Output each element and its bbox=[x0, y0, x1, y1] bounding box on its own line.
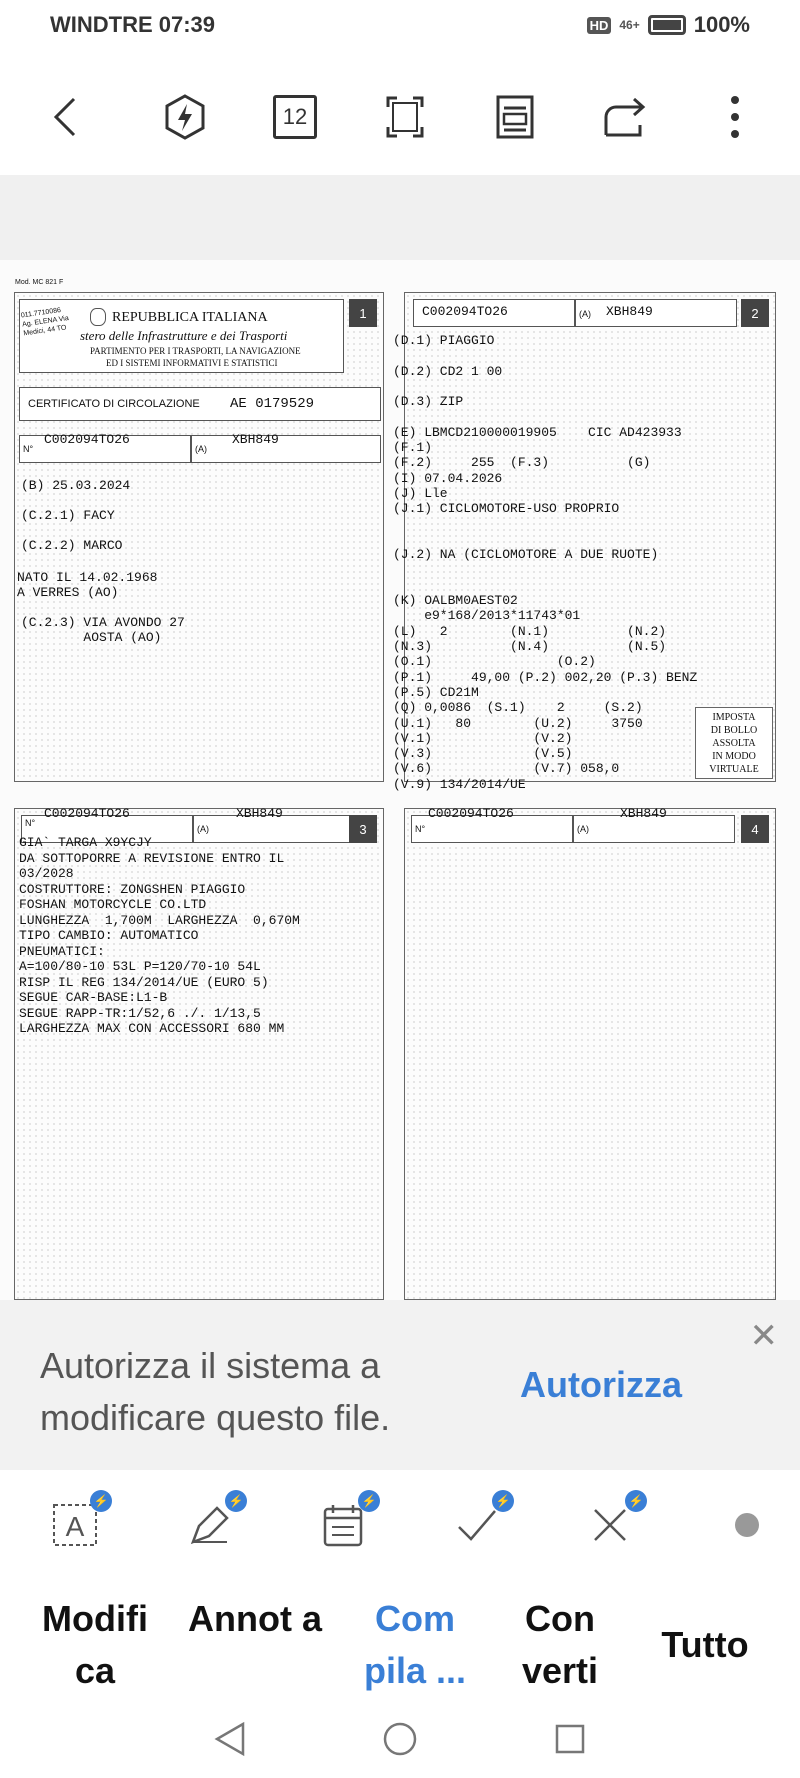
a-label: (A) bbox=[195, 444, 207, 454]
tab-compila[interactable]: Com pila ... bbox=[363, 1598, 467, 1691]
tab-converti[interactable]: Con verti bbox=[521, 1598, 599, 1691]
edit-text-icon[interactable] bbox=[50, 1494, 109, 1550]
page-count-button[interactable] bbox=[265, 72, 325, 162]
field-line: (K) OALBM0AEST02 bbox=[393, 593, 518, 609]
field-line: GIA` TARGA X9YCJY bbox=[19, 835, 152, 850]
field-line: LARGHEZZA MAX CON ACCESSORI 680 MM bbox=[19, 1021, 285, 1036]
field-line: (F.1) bbox=[393, 440, 433, 456]
a-box bbox=[193, 806, 355, 843]
tax-stamp-line: IN MODO bbox=[712, 751, 756, 762]
premium-badge-icon: ⚡ bbox=[225, 1490, 247, 1512]
registration-code: C002094TO26 bbox=[422, 304, 508, 319]
edit-tools-bar bbox=[0, 1470, 800, 1585]
status-icons bbox=[587, 12, 750, 38]
field-line: (E) LBMCD210000019905 CIC AD423933 bbox=[393, 424, 682, 440]
field-line: LUNGHEZZA 1,700M LARGHEZZA 0,670M bbox=[19, 912, 300, 928]
certificate-number: AE 0179529 bbox=[230, 396, 315, 412]
n-box bbox=[19, 432, 191, 463]
field-line: (P.5) CD21M bbox=[393, 684, 479, 700]
plate-number: XBH849 bbox=[232, 432, 279, 447]
n-label: N° bbox=[25, 818, 36, 828]
field-c22: (C.2.2) MARCO bbox=[21, 538, 123, 553]
authorize-button[interactable]: Autorizza bbox=[520, 1364, 682, 1405]
cross-mark-icon[interactable] bbox=[585, 1494, 644, 1550]
field-line: 03/2028 bbox=[19, 866, 74, 881]
bottom-tabs bbox=[0, 1585, 800, 1695]
plate-number: XBH849 bbox=[620, 806, 667, 821]
battery-level: 100% bbox=[693, 12, 750, 37]
field-line: (J) Lle bbox=[393, 486, 448, 501]
field-line: (Q) 0,0086 (S.1) 2 (S.2) bbox=[393, 700, 643, 716]
tax-stamp-line: VIRTUALE bbox=[709, 764, 759, 775]
tab-annota[interactable]: Annot a bbox=[188, 1598, 322, 1639]
registration-code: C002094TO26 bbox=[428, 806, 514, 821]
more-options-icon[interactable] bbox=[705, 72, 765, 162]
field-line: (I) 07.04.2026 bbox=[393, 470, 503, 486]
battery-icon bbox=[648, 15, 686, 35]
field-line: (V.9) 134/2014/UE bbox=[393, 776, 526, 792]
hd-icon: HD bbox=[587, 17, 612, 34]
ministry-name: stero delle Infrastrutture e dei Trasporti bbox=[80, 328, 288, 343]
top-toolbar bbox=[0, 72, 800, 162]
system-nav-bar bbox=[0, 1700, 800, 1778]
permission-message: Autorizza il sistema a modificare questo file. bbox=[40, 1345, 391, 1438]
premium-badge-icon: ⚡ bbox=[90, 1490, 112, 1512]
field-line: (V.3) (V.5) bbox=[393, 746, 573, 762]
field-line: TIPO CAMBIO: AUTOMATICO bbox=[19, 928, 199, 943]
certificate-box bbox=[19, 387, 381, 421]
status-bar bbox=[0, 0, 800, 52]
panel-number: 2 bbox=[741, 299, 769, 327]
field-line: RISP IL REG 134/2014/UE (EURO 5) bbox=[19, 974, 269, 990]
field-line: (D.2) CD2 1 00 bbox=[393, 363, 503, 379]
plate-number: XBH849 bbox=[606, 304, 653, 319]
field-c23-city: AOSTA (AO) bbox=[21, 630, 162, 645]
department-line2: ED I SISTEMI INFORMATIVI E STATISTICI bbox=[106, 358, 278, 368]
share-icon[interactable] bbox=[595, 72, 655, 162]
tax-stamp-line: ASSOLTA bbox=[712, 738, 756, 749]
panel-number: 4 bbox=[741, 815, 769, 843]
plate-number: XBH849 bbox=[236, 806, 283, 821]
premium-badge-icon: ⚡ bbox=[358, 1490, 380, 1512]
field-line: (O.1) (O.2) bbox=[393, 654, 596, 670]
page-gap bbox=[0, 175, 800, 260]
a-label: (A) bbox=[197, 824, 209, 834]
panel-number: 1 bbox=[349, 299, 377, 327]
back-icon[interactable] bbox=[35, 72, 95, 162]
panel-number: 3 bbox=[349, 815, 377, 843]
document-page[interactable] bbox=[0, 260, 800, 1300]
smart-tools-icon[interactable] bbox=[155, 72, 215, 162]
field-line: (N.3) (N.4) (N.5) bbox=[393, 639, 667, 654]
field-line: FOSHAN MOTORCYCLE CO.LTD bbox=[19, 897, 207, 912]
premium-badge-icon: ⚡ bbox=[625, 1490, 647, 1512]
field-line: A=100/80-10 53L P=120/70-10 54L bbox=[19, 959, 261, 974]
field-line: (V.6) (V.7) 058,0 bbox=[393, 761, 620, 777]
republic-title: REPUBBLICA ITALIANA bbox=[112, 310, 268, 325]
check-mark-icon[interactable] bbox=[452, 1494, 511, 1550]
field-line: (V.1) (V.2) bbox=[393, 730, 573, 746]
field-line: (J.1) CICLOMOTORE-USO PROPRIO bbox=[393, 501, 620, 517]
a-label: (A) bbox=[579, 309, 591, 319]
field-line: COSTRUTTORE: ZONGSHEN PIAGGIO bbox=[19, 881, 246, 897]
registration-code: C002094TO26 bbox=[44, 806, 130, 821]
header-box bbox=[19, 299, 344, 373]
permission-banner bbox=[0, 1300, 800, 1470]
nav-home-icon[interactable] bbox=[375, 1714, 425, 1764]
carrier-time: WINDTRE 07:39 bbox=[50, 12, 216, 37]
tax-stamp-line: DI BOLLO bbox=[710, 725, 758, 736]
panel-3 bbox=[14, 808, 384, 1300]
fullscreen-icon[interactable] bbox=[375, 72, 435, 162]
page-count: 12 bbox=[273, 95, 317, 139]
mod-label: Mod. MC 821 F bbox=[15, 279, 64, 286]
field-line: (U.1) 80 (U.2) 3750 bbox=[393, 715, 643, 731]
close-icon[interactable]: ✕ bbox=[749, 1317, 778, 1355]
field-line: e9*168/2013*11743*01 bbox=[393, 608, 581, 624]
agency-stamp: 011.7710086 Ag. ELENA Via Medici, 44 TO bbox=[20, 306, 70, 338]
nav-recents-icon[interactable] bbox=[545, 1714, 595, 1764]
n-box bbox=[411, 806, 573, 843]
premium-badge-icon: ⚡ bbox=[492, 1490, 514, 1512]
signal-icon: 46+ bbox=[619, 18, 640, 32]
a-box bbox=[573, 806, 735, 843]
certificate-label: CERTIFICATO DI CIRCOLAZIONE bbox=[28, 398, 200, 410]
nav-back-icon[interactable] bbox=[205, 1714, 255, 1764]
code-box bbox=[413, 299, 575, 327]
n-label: N° bbox=[415, 824, 426, 834]
annotate-pen-icon[interactable] bbox=[185, 1494, 244, 1550]
panel-1 bbox=[14, 279, 384, 782]
fill-form-icon[interactable] bbox=[318, 1494, 377, 1550]
field-line: SEGUE CAR-BASE:L1-B bbox=[19, 990, 168, 1005]
tab-modifica[interactable]: Modifi ca bbox=[42, 1598, 148, 1691]
tax-stamp bbox=[695, 707, 773, 779]
field-line: (D.3) ZIP bbox=[393, 394, 464, 410]
read-mode-icon[interactable] bbox=[485, 72, 545, 162]
svg-text:A: A bbox=[65, 1511, 85, 1542]
a-box bbox=[575, 299, 737, 327]
field-line: (P.1) 49,00 (P.2) 002,20 (P.3) BENZ bbox=[393, 669, 698, 685]
dot-icon[interactable] bbox=[722, 1500, 772, 1550]
field-c21: (C.2.1) FACY bbox=[21, 508, 115, 523]
field-line: PNEUMATICI: bbox=[19, 943, 105, 959]
birth-date: NATO IL 14.02.1968 bbox=[17, 570, 158, 585]
a-label: (A) bbox=[577, 824, 589, 834]
emblem-icon bbox=[90, 308, 106, 326]
panel-4 bbox=[404, 808, 776, 1300]
tax-stamp-line: IMPOSTA bbox=[712, 712, 756, 723]
department-line1: PARTIMENTO PER I TRASPORTI, LA NAVIGAZIONE bbox=[90, 346, 301, 356]
field-line: (F.2) 255 (F.3) (G) bbox=[393, 455, 651, 471]
field-line: SEGUE RAPP-TR:1/52,6 ./. 1/13,5 bbox=[19, 1005, 261, 1021]
panel-2 bbox=[393, 292, 776, 792]
n-label: N° bbox=[23, 444, 34, 454]
a-box bbox=[191, 432, 381, 463]
field-line: DA SOTTOPORRE A REVISIONE ENTRO IL bbox=[19, 850, 285, 866]
field-b: (B) 25.03.2024 bbox=[21, 478, 131, 493]
birth-place: A VERRES (AO) bbox=[17, 585, 119, 600]
tab-tutto[interactable]: Tutto bbox=[661, 1624, 749, 1665]
field-line: (J.2) NA (CICLOMOTORE A DUE RUOTE) bbox=[393, 547, 659, 563]
field-c23-address: (C.2.3) VIA AVONDO 27 bbox=[21, 615, 185, 630]
field-line: (D.1) PIAGGIO bbox=[393, 333, 495, 348]
registration-code: C002094TO26 bbox=[44, 432, 130, 447]
field-line: (L) 2 (N.1) (N.2) bbox=[393, 623, 667, 639]
